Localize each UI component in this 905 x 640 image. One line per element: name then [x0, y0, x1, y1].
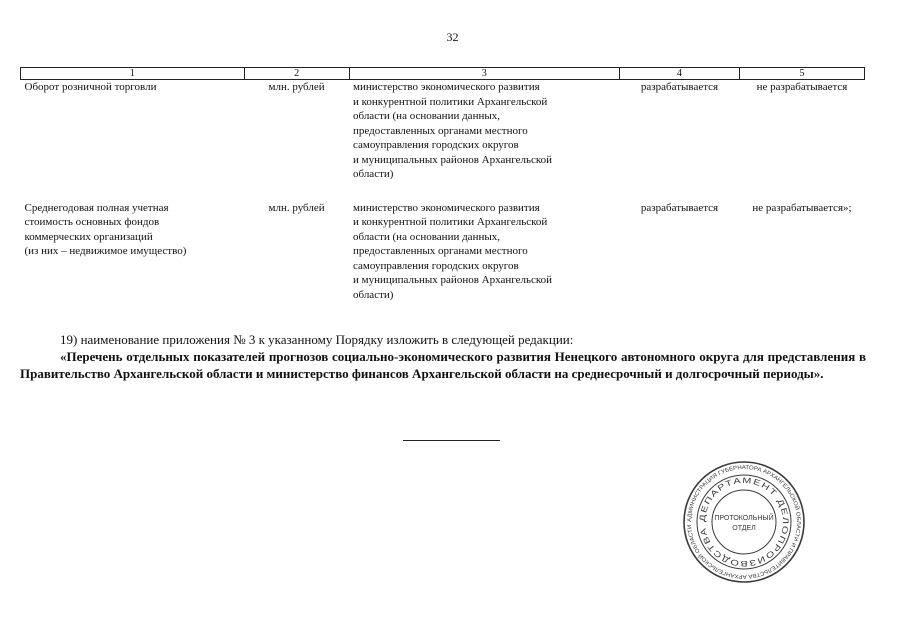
stamp-inner-text: ДЕПАРТАМЕНТ ДЕЛОПРОИЗВОДСТВА	[697, 475, 791, 569]
stamp-outer-text: АДМИНИСТРАЦИЯ ГУБЕРНАТОРА АРХАНГЕЛЬСКОЙ ОБЛАСТИ И ПРАВИТЕЛЬСТВА АРХАНГЕЛЬСКОЙ ОБЛАСТИ	[686, 464, 802, 580]
official-stamp	[682, 460, 806, 584]
table-row	[21, 80, 865, 182]
stamp-center-line1: ПРОТОКОЛЬНЫЙ	[714, 515, 774, 522]
indicator-name: Оборот розничной торговли	[24, 81, 157, 93]
amendment-item: 19) наименование приложения № 3 к указанному Порядку изложить в следующей редакции:	[60, 332, 574, 347]
row-spacer	[21, 182, 865, 201]
separator-line	[403, 440, 500, 441]
source-cell: министерство экономического развития и конкурентной политики Архангельской области (на основании данных, предоставленных органами местного самоуправления городских округов и муниципальных районов Архангельской области)	[353, 201, 553, 301]
status-cell: не разрабатывается	[756, 81, 848, 93]
column-header: 2	[244, 68, 349, 80]
stamp-inner-ring	[712, 490, 776, 554]
column-header: 1	[21, 68, 245, 80]
page-number: 32	[446, 30, 459, 44]
indicator-name: Среднегодовая полная учетная стоимость основных фондов коммерческих организаций (из них – недвижимое имущество)	[24, 201, 187, 257]
column-header: 5	[739, 68, 864, 80]
stamp-middle-ring	[697, 475, 791, 569]
status-cell: не разрабатывается»;	[752, 201, 852, 214]
indicators-table	[20, 67, 865, 302]
table-row	[21, 201, 865, 303]
unit-cell: млн. рублей	[268, 201, 325, 214]
status-cell: разрабатывается	[640, 201, 719, 214]
unit-cell: млн. рублей	[268, 81, 325, 93]
table-header-row	[21, 68, 865, 80]
column-header: 3	[349, 68, 620, 80]
column-header: 4	[620, 68, 740, 80]
status-cell: разрабатывается	[640, 81, 719, 93]
source-cell: министерство экономического развития и конкурентной политики Архангельской области (на основании данных, предоставленных органами местного самоуправления городских округов и муниципальных районов Архангельской области)	[353, 81, 553, 180]
appendix-title: «Перечень отдельных показателей прогнозов социально-экономического развития Ненецкого автономного округа для представления в Правительство Архангельской области и министерство финансов Архангельской области на среднесрочный и долгосрочный периоды».	[20, 349, 866, 381]
stamp-center-line2: ОТДЕЛ	[732, 525, 756, 532]
